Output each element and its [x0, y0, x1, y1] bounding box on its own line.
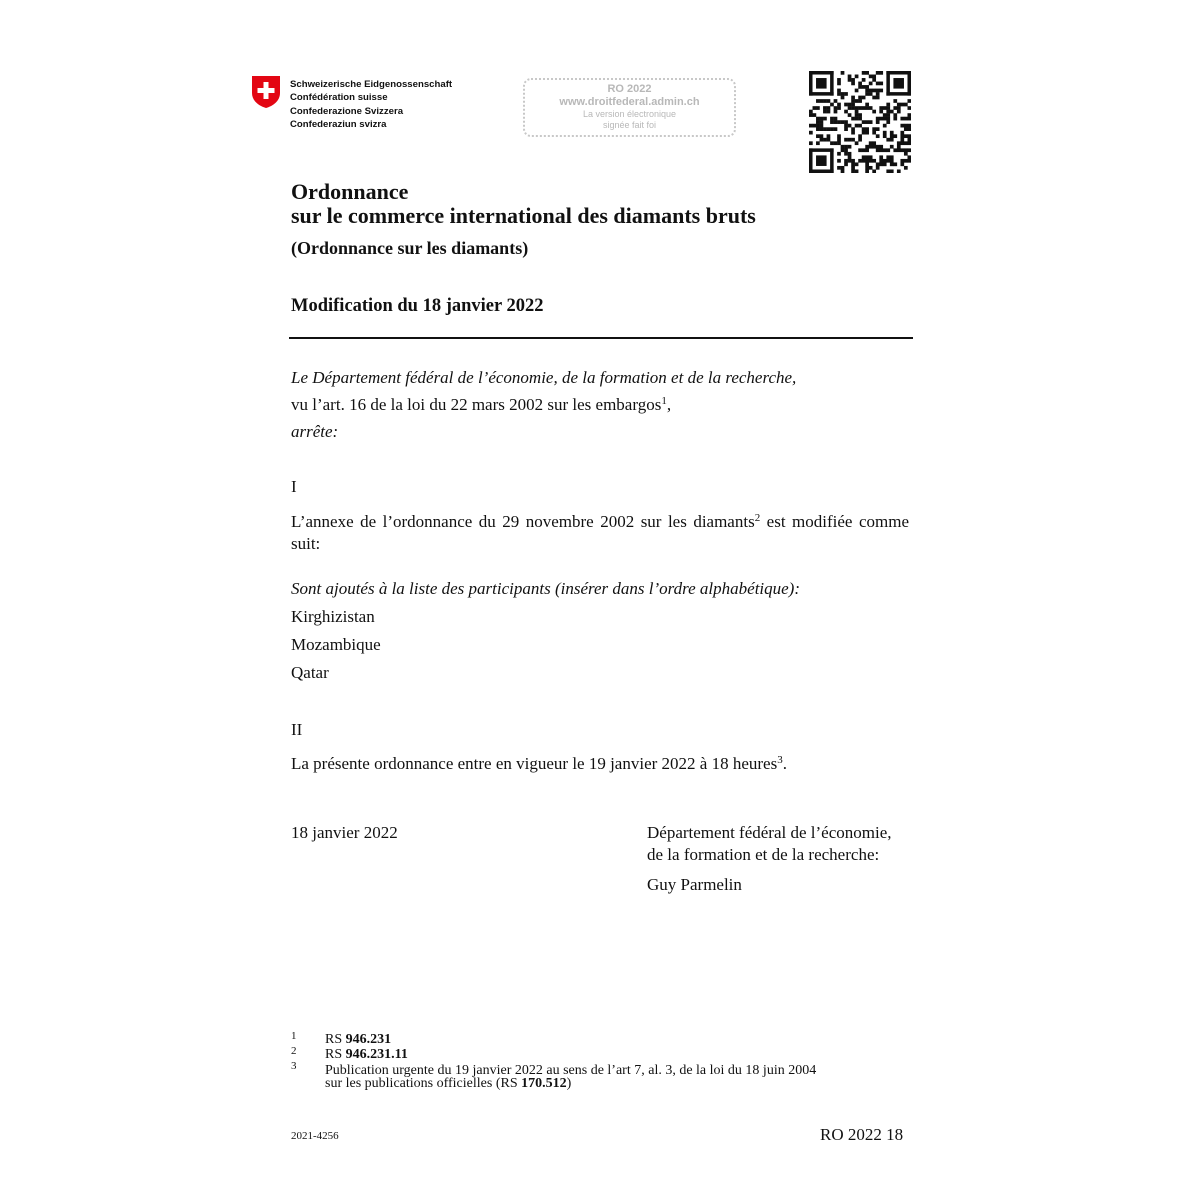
qr-code-icon — [809, 71, 911, 173]
modification-title: Modification du 18 janvier 2022 — [291, 296, 544, 316]
footnote-number: 2 — [291, 1045, 297, 1057]
section-1-text-b: est modifiée comme suit: — [291, 512, 909, 553]
section-2-text — [291, 753, 787, 775]
country-item: Mozambique — [291, 635, 381, 654]
section-2-text-end: . — [782, 754, 787, 773]
footnote-line-2 — [325, 1075, 915, 1091]
footnote-line-2-suffix: ) — [566, 1075, 572, 1091]
stamp-line-1: RO 2022 — [607, 83, 652, 95]
footnote-prefix: RS — [325, 1032, 346, 1047]
footnote-number: 1 — [291, 1030, 297, 1042]
section-1-text-a: L’annexe de l’ordonnance du 29 novembre 2002 sur les diamants — [291, 512, 755, 531]
swiss-cross-icon — [251, 75, 281, 109]
stamp-line-3: La version électronique — [582, 109, 677, 119]
official-stamp — [523, 78, 736, 137]
signature-authority-line-1: Département fédéral de l’économie, — [647, 823, 892, 842]
footnote-ref-2: 2 — [754, 512, 761, 524]
signature-date: 18 janvier 2022 — [291, 823, 398, 842]
footnote-ref-1: 1 — [661, 395, 667, 407]
footnote-text — [325, 1034, 915, 1047]
footnote-ref-3: 3 — [777, 754, 783, 766]
document-number: 2021-4256 — [291, 1130, 339, 1142]
participants-intro: Sont ajoutés à la liste des participants (insérer dans l’ordre alphabétique): — [291, 579, 801, 598]
preamble-authority: Le Département fédéral de l’économie, de la formation et de la recherche, — [291, 368, 797, 387]
confederation-name-it: Confederazione Svizzera — [290, 105, 404, 117]
preamble-basis-text: vu l’art. 16 de la loi du 22 mars 2002 sur les embargos — [291, 395, 662, 414]
country-item: Kirghizistan — [291, 607, 375, 626]
signature-authority-line-2: de la formation et de la recherche: — [647, 845, 880, 864]
section-2-text-body: La présente ordonnance entre en vigueur le 19 janvier 2022 à 18 heures — [291, 754, 778, 773]
confederation-name-de: Schweizerische Eidgenossenschaft — [290, 79, 453, 90]
footnote-text — [325, 1065, 915, 1090]
stamp-line-4: signée fait foi — [602, 120, 657, 130]
section-2-heading: II — [291, 720, 303, 739]
section-1-text — [291, 511, 909, 555]
footnote-prefix: RS — [325, 1047, 346, 1062]
footnote-reference: 946.231 — [345, 1032, 392, 1047]
title-divider — [289, 337, 913, 339]
stamp-url: www.droitfederal.admin.ch — [559, 96, 700, 108]
title-line-2: sur le commerce international des diamants bruts — [291, 203, 756, 228]
footnote-reference: 170.512 — [521, 1075, 567, 1091]
confederation-name-rm: Confederaziun svizra — [290, 119, 387, 131]
preamble-basis — [291, 394, 671, 416]
footnote-text — [325, 1049, 915, 1062]
confederation-names — [290, 78, 452, 132]
signatory-name: Guy Parmelin — [647, 875, 742, 894]
confederation-name-fr: Confédération suisse — [290, 92, 388, 104]
official-reference: RO 2022 18 — [820, 1125, 904, 1144]
footnote-line-2-prefix: sur les publications officielles (RS — [325, 1075, 522, 1091]
footnote-reference: 946.231.11 — [345, 1047, 408, 1062]
footnote-line-1: Publication urgente du 19 janvier 2022 au sens de l’art 7, al. 3, de la loi du 18 juin 2004 — [325, 1063, 817, 1078]
country-item: Qatar — [291, 663, 329, 682]
section-1-heading: I — [291, 477, 297, 496]
short-title: (Ordonnance sur les diamants) — [291, 238, 529, 258]
preamble-basis-end: , — [666, 395, 672, 414]
footnote-number: 3 — [291, 1060, 297, 1072]
preamble-decree: arrête: — [291, 422, 339, 441]
title-line-1: Ordonnance — [291, 179, 409, 204]
